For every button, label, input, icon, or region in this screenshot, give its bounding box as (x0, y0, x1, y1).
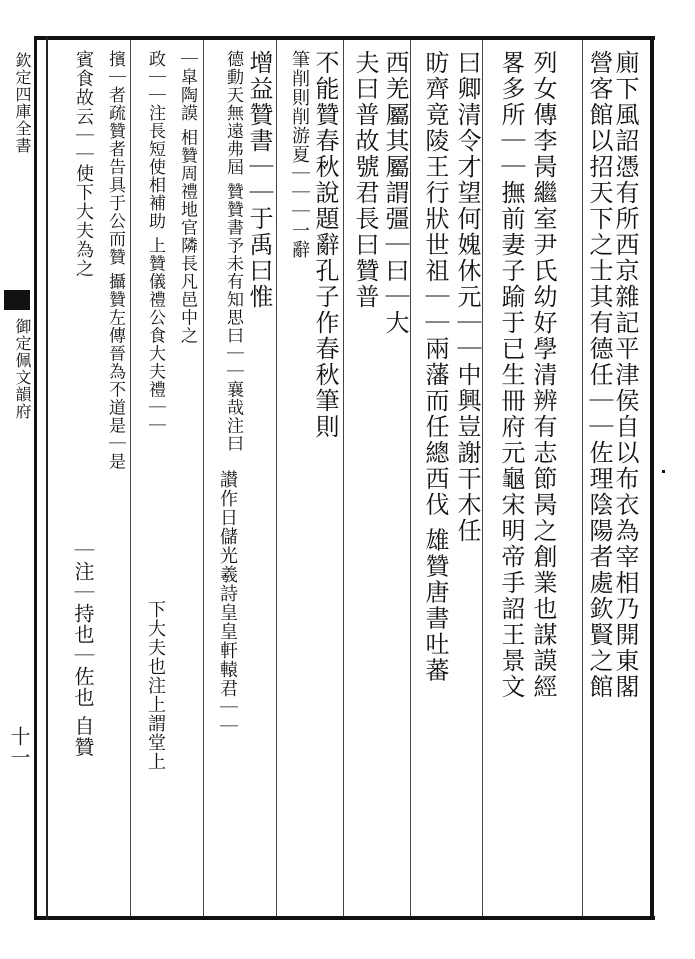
frame-right-border (650, 36, 654, 920)
text-column: 筆削則削游夏｜｜｜一辭 (289, 50, 310, 259)
frame-bottom-border (34, 916, 655, 920)
column-rule (130, 40, 131, 916)
frame-top-border (34, 36, 655, 40)
gutter-title: 欽定四庫全書 (13, 52, 32, 154)
gutter-rule (46, 36, 48, 920)
column-rule (276, 40, 277, 916)
text-column: 擯｜者疏贊者告具于公而贊 攝贊左傳晉為不道是｜是 (105, 50, 125, 471)
text-column: 畧多所｜｜撫前妻子踰于已生冊府元龜宋明帝手詔王景文 (497, 50, 525, 700)
text-column: ｜皐陶謨 相贊周禮地官隣長凡邑中之 (177, 50, 197, 345)
text-column: 下大夫也注上謂堂上 (145, 600, 166, 771)
text-column: 政｜｜注長短使相補助 上贊儀禮公食大夫禮｜｜ (145, 50, 165, 435)
column-rule (582, 40, 583, 916)
gutter-book-name: 御定佩文韻府 (13, 318, 32, 420)
text-column: ｜注｜持也｜佐也 自贊 (71, 540, 95, 758)
column-rule (343, 40, 344, 916)
column-rule (410, 40, 411, 916)
page-number: 十一 (7, 726, 31, 768)
text-column: 曰卿清令才望何媿休元｜｜中興豈謝干木任 (453, 50, 481, 544)
text-column: 德動天無遠弗屆 贊贊書予未有知思曰｜｜襄哉注曰 (223, 50, 243, 453)
text-column: 不能贊春秋說題辭孔子作春秋筆則 (311, 50, 339, 440)
margin-dot (662, 470, 665, 473)
gutter-fishtail-mark (4, 290, 30, 310)
text-column: 列女傳李昺繼室尹氏幼好學清辨有志節昺之創業也謀謨經 (529, 50, 557, 700)
text-column: 昉齊竟陵王行狀世祖｜｜兩藩而任總西伐 雄贊唐書吐蕃 (421, 50, 449, 684)
text-column: 賓食故云｜｜使下大夫為之 (73, 50, 94, 278)
text-column: 增益贊書｜｜于禹曰惟 (245, 50, 273, 310)
text-column: 西羌屬其屬謂彊｜曰｜大 (381, 50, 409, 336)
column-rule (203, 40, 204, 916)
text-column: 營客館以招天下之士其有德任｜｜佐理陰陽者處欽賢之館 (585, 50, 613, 700)
text-column: 讃作日儲光羲詩皇皇軒轅君｜｜ (217, 470, 238, 736)
frame-left-border (34, 36, 37, 920)
text-column: 廁下風詔憑有所西京雜記平津侯自以布衣為宰相乃開東閣 (611, 50, 639, 700)
column-rule (482, 40, 483, 916)
text-column: 夫曰普故號君長曰贊普 (351, 50, 379, 310)
